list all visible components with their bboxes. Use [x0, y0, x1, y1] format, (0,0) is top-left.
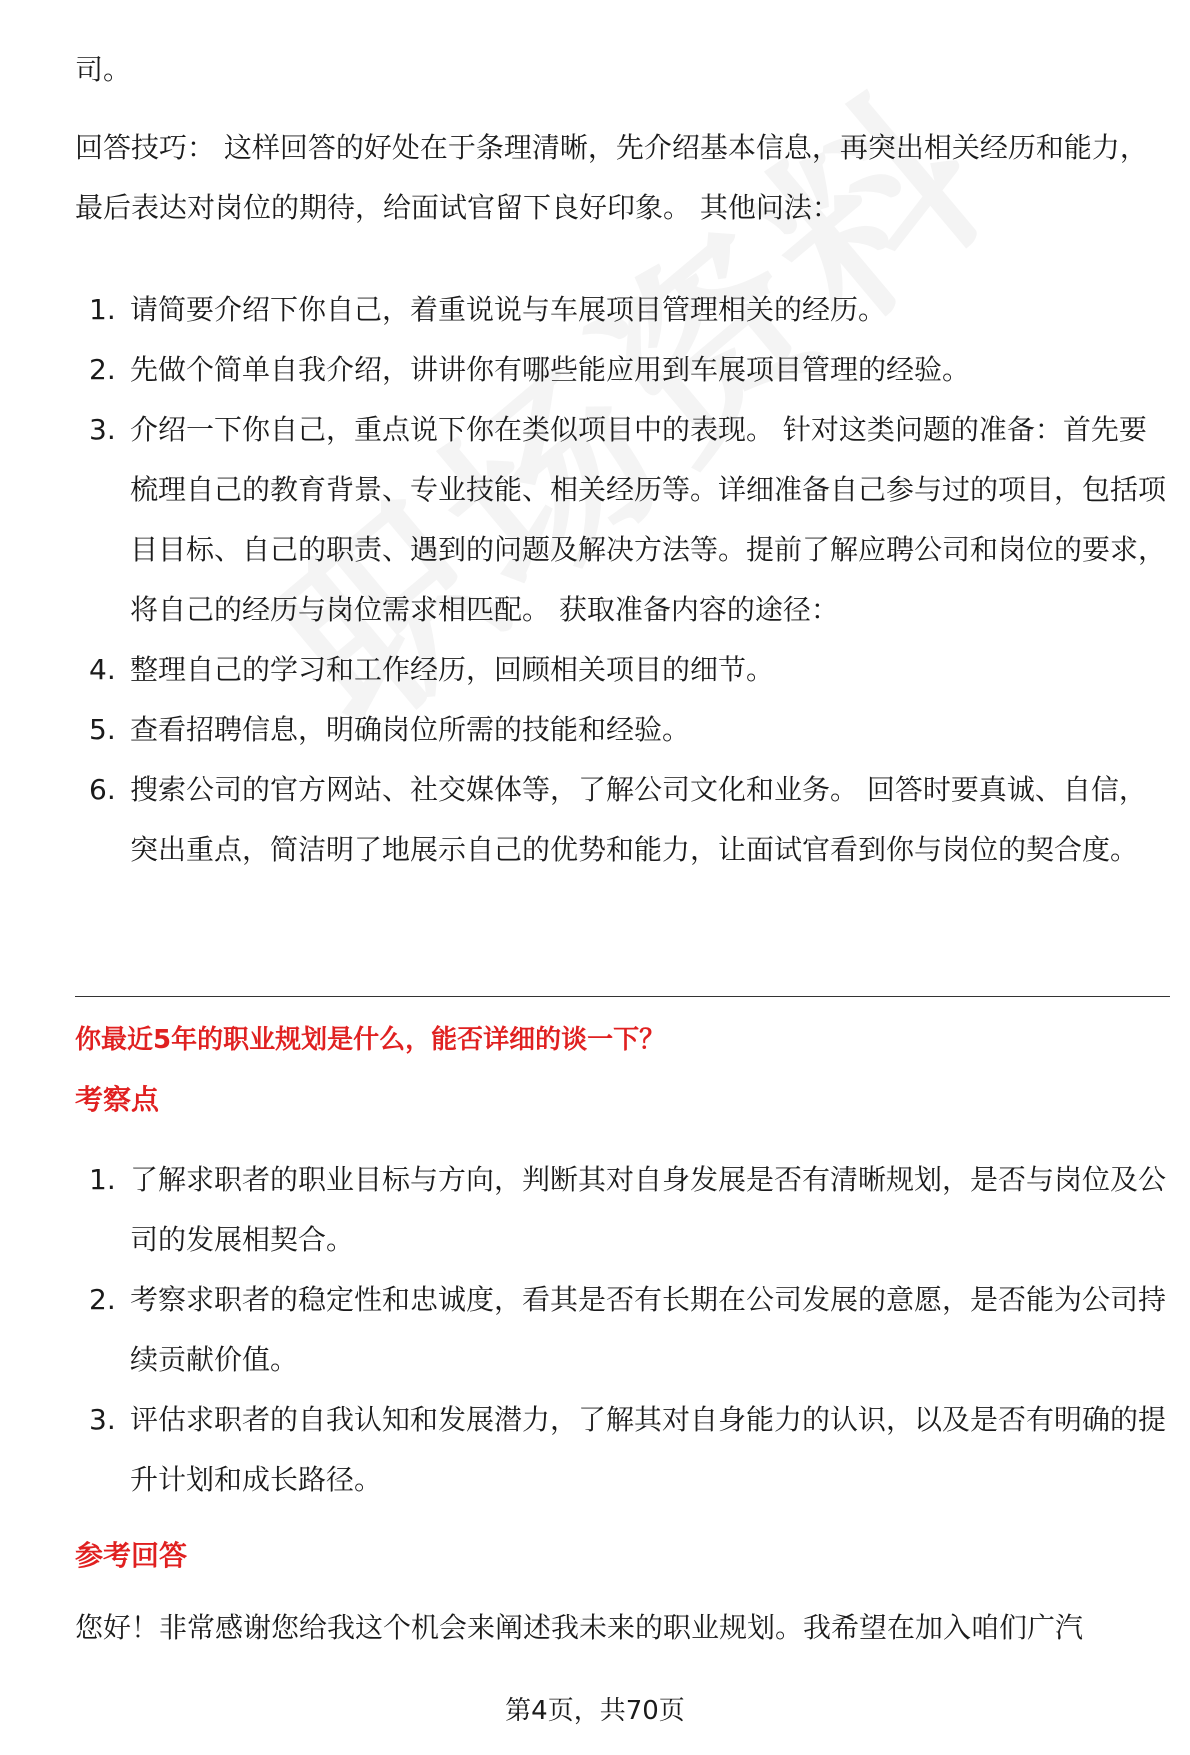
list-item — [75, 1270, 1170, 1390]
question-title: 你最近5年的职业规划是什么，能否详细的谈一下？ — [75, 1025, 666, 1055]
list-text: 考察求职者的稳定性和忠诚度，看其是否有长期在公司发展的意愿，是否能为公司持续贡献价值。 — [130, 1283, 1167, 1376]
list-number: 1. — [89, 1163, 116, 1196]
list-item — [75, 340, 1170, 400]
list-text: 先做个简单自我介绍，讲讲你有哪些能应用到车展项目管理的经验。 — [130, 353, 971, 386]
list-text: 评估求职者的自我认知和发展潜力，了解其对自身能力的认识，以及是否有明确的提升计划和成长路径。 — [130, 1403, 1167, 1496]
list-item — [75, 760, 1170, 880]
list-item — [75, 1150, 1170, 1270]
list-number: 3. — [89, 1403, 116, 1436]
section-divider — [75, 996, 1170, 997]
list-item — [75, 400, 1170, 640]
list-text: 介绍一下你自己，重点说下你在类似项目中的表现。 针对这类问题的准备：首先要梳理自己的教育背景、专业技能、相关经历等。详细准备自己参与过的项目，包括项目目标、自己的职责、遇到的问题及解决方法等。提前了解应聘公司和岗位的要求，将自己的经历与岗位需求相匹配。 获取准备内容的途径： — [130, 413, 1167, 626]
focus-list — [75, 1150, 1170, 1510]
list-text: 了解求职者的职业目标与方向，判断其对自身发展是否有清晰规划，是否与岗位及公司的发展相契合。 — [130, 1163, 1167, 1256]
list-number: 2. — [89, 353, 116, 386]
page-footer: 第4页，共70页 — [505, 1696, 685, 1726]
intro-tail-text: 司。 — [75, 53, 132, 86]
list-item — [75, 280, 1170, 340]
answer-paragraph: 您好！非常感谢您给我这个机会来阐述我未来的职业规划。我希望在加入咱们广汽 — [75, 1611, 1084, 1644]
list-number: 3. — [89, 413, 116, 446]
list-item — [75, 1390, 1170, 1510]
list-item — [75, 700, 1170, 760]
list-number: 4. — [89, 653, 116, 686]
list-number: 2. — [89, 1283, 116, 1316]
list-number: 6. — [89, 773, 116, 806]
alt-questions-list — [75, 280, 1170, 880]
list-text: 搜索公司的官方网站、社交媒体等，了解公司文化和业务。 回答时要真诚、自信，突出重点，简洁明了地展示自己的优势和能力，让面试官看到你与岗位的契合度。 — [130, 773, 1147, 866]
list-number: 5. — [89, 713, 116, 746]
tip-paragraph: 回答技巧： 这样回答的好处在于条理清晰，先介绍基本信息，再突出相关经历和能力，最后表达对岗位的期待，给面试官留下良好印象。 其他问法： — [75, 131, 1148, 224]
list-text: 请简要介绍下你自己，着重说说与车展项目管理相关的经历。 — [130, 293, 887, 326]
list-item — [75, 640, 1170, 700]
list-number: 1. — [89, 293, 116, 326]
focus-title: 考察点 — [75, 1083, 160, 1116]
list-text: 整理自己的学习和工作经历，回顾相关项目的细节。 — [130, 653, 775, 686]
list-text: 查看招聘信息，明确岗位所需的技能和经验。 — [130, 713, 691, 746]
answer-title: 参考回答 — [75, 1539, 188, 1572]
